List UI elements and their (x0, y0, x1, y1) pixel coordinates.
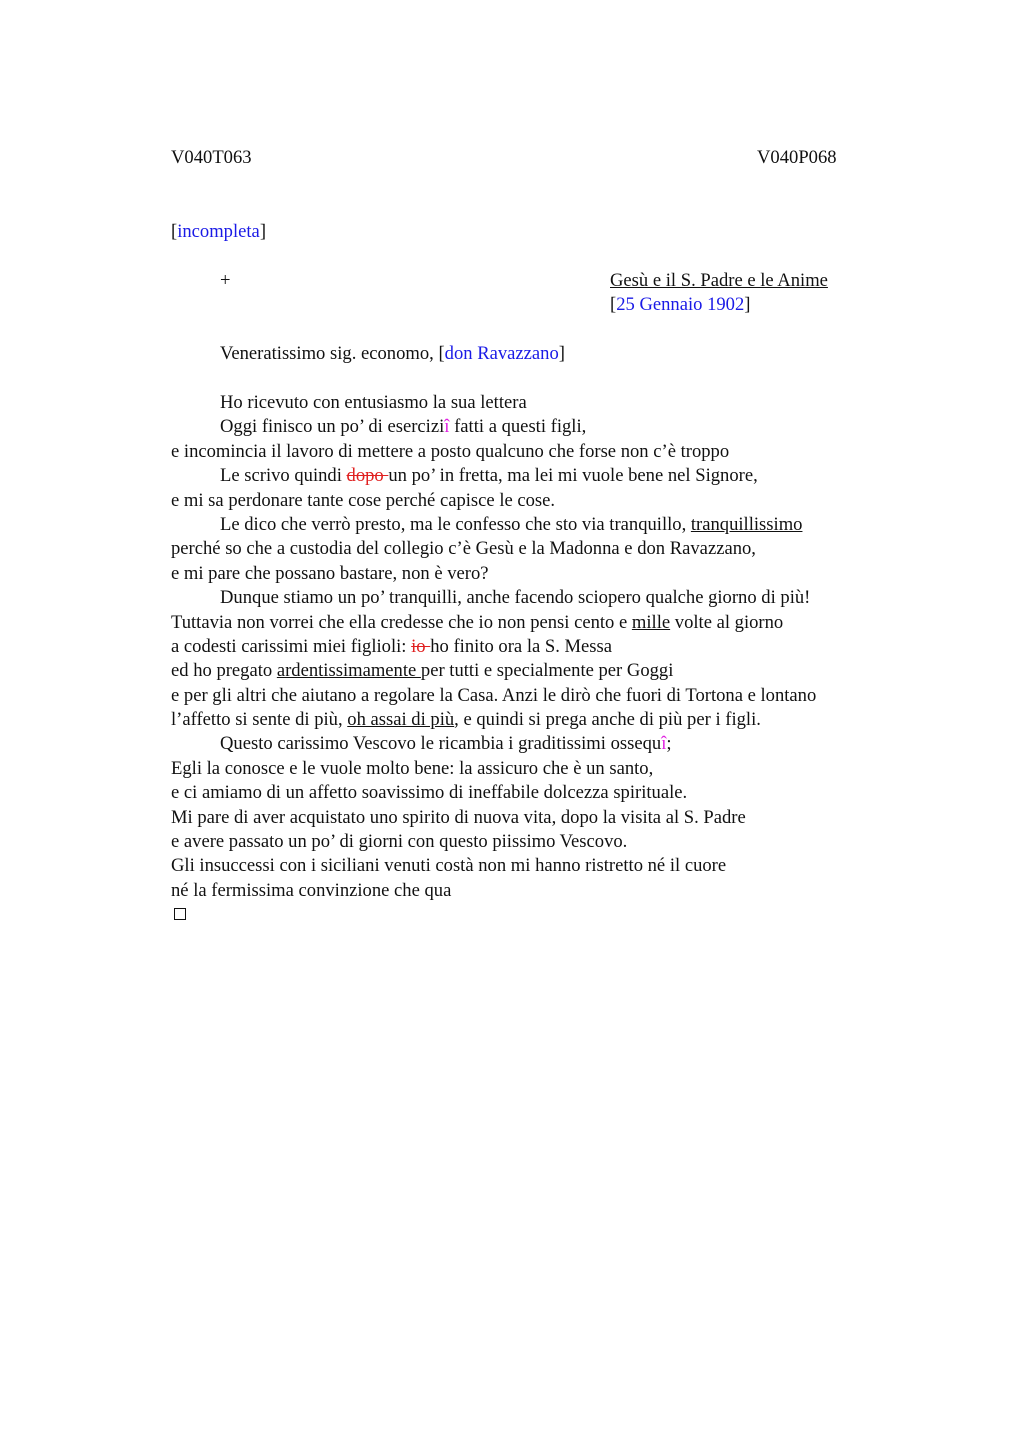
bracket-open: [ (171, 221, 178, 242)
body-line: perché so che a custodia del collegio c’è Gesù e la Madonna e don Ravazzano, (171, 538, 756, 560)
body-line: Tuttavia non vorrei che ella credesse che io non pensi cento e mille volte al giorno (171, 611, 784, 633)
salutation (220, 342, 565, 366)
bracket-close: ] (744, 294, 751, 315)
bracket-close: ] (558, 343, 565, 364)
bracket-open: [ (438, 343, 445, 364)
underlined-text: mille (631, 611, 671, 633)
body-line: Gli insuccessi con i siciliani venuti costà non mi hanno ristretto né il cuore (171, 855, 727, 877)
body-line: Mi pare di aver acquistato uno spirito di nuova vita, dopo la visita al S. Padre (171, 806, 746, 828)
letter-subject: Gesù e il S. Padre e le Anime (610, 270, 828, 291)
body-line: Oggi finisco un po’ di eserciziî fatti a questi figli, (220, 416, 587, 438)
body-line: né la fermissima convinzione che qua (171, 879, 452, 901)
body-line: e mi pare che possano bastare, non è vero? (171, 562, 489, 584)
insertion-mark: î (661, 733, 667, 755)
underlined-text: ardentissimamente (276, 660, 421, 682)
body-line: e mi sa perdonare tante cose perché capisce le cose. (171, 489, 556, 511)
underlined-text: oh assai di più (347, 709, 455, 731)
body-line: Le scrivo quindi dopo un po’ in fretta, ma lei mi vuole bene nel Signore, (220, 465, 758, 487)
body-line: Egli la conosce e le vuole molto bene: la assicuro che è un santo, (171, 757, 654, 779)
end-of-text-box-icon (174, 908, 186, 920)
date-value: 25 Gennaio 1902 (616, 294, 745, 315)
body-line: Dunque stiamo un po’ tranquilli, anche facendo sciopero qualche giorno di più! (220, 587, 811, 609)
document-code-left: V040T063 (171, 147, 252, 168)
body-line: a codesti carissimi miei figlioli: io ho finito ora la S. Messa (171, 635, 613, 657)
body-line: e incomincia il lavoro di mettere a posto qualcuno che forse non c’è troppo (171, 440, 730, 462)
deleted-text: dopo (346, 465, 389, 487)
body-line: Ho ricevuto con entusiasmo la sua lettera (220, 392, 527, 413)
incomplete-note (171, 220, 266, 244)
document-code-right: V040P068 (757, 147, 837, 168)
body-line: e per gli altri che aiutano a regolare la Casa. Anzi le dirò che fuori di Tortona e lontano (171, 684, 817, 706)
letter-date (610, 293, 750, 317)
deleted-text: io (411, 635, 431, 657)
addressee-name: don Ravazzano (444, 343, 559, 364)
body-line: ed ho pregato ardentissimamente per tutti e specialmente per Goggi (171, 660, 674, 682)
letter-body (171, 391, 931, 903)
body-line: Le dico che verrò presto, ma le confesso che sto via tranquillo, tranquillissimo (220, 513, 803, 535)
cross-mark: + (220, 270, 231, 291)
body-line: l’affetto si sente di più, oh assai di più, e quindi si prega anche di più per i figli. (171, 709, 761, 731)
salutation-text: Veneratissimo sig. economo, (220, 343, 439, 364)
body-line: e ci amiamo di un affetto soavissimo di ineffabile dolcezza spirituale. (171, 782, 688, 804)
incomplete-label: incompleta (177, 221, 260, 242)
bracket-open: [ (610, 294, 617, 315)
underlined-text: tranquillissimo (690, 513, 803, 535)
body-line: Questo carissimo Vescovo le ricambia i graditissimi ossequî; (220, 733, 672, 755)
insertion-mark: î (444, 416, 450, 438)
bracket-close: ] (259, 221, 267, 242)
body-line: e avere passato un po’ di giorni con questo piissimo Vescovo. (171, 831, 628, 853)
